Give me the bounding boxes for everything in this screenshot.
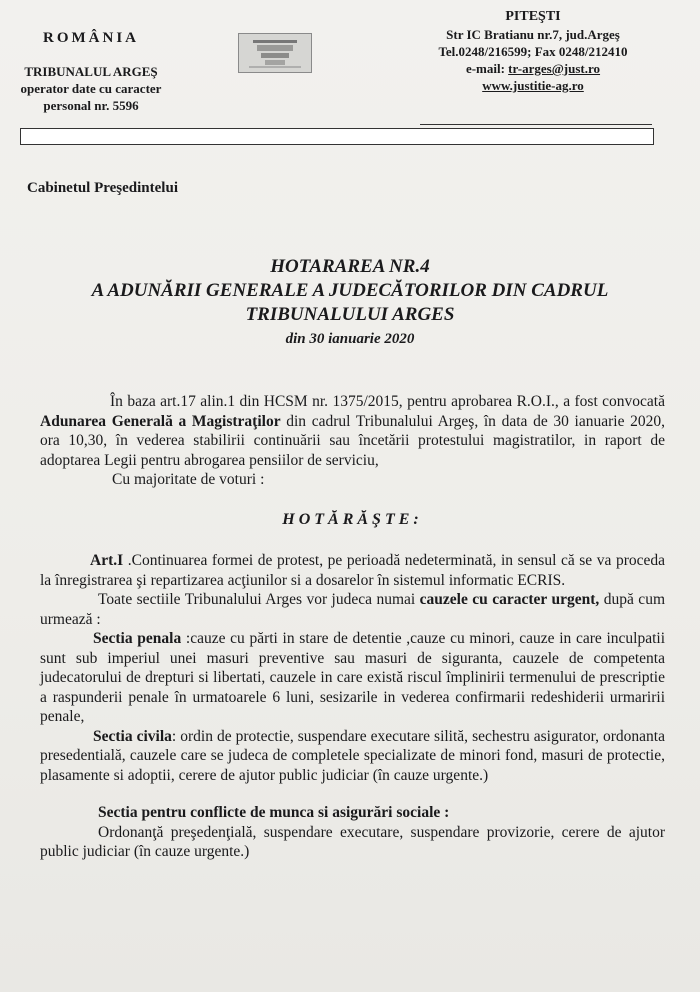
header-rule-top — [420, 124, 652, 125]
website-link[interactable]: www.justitie-ag.ro — [482, 78, 584, 93]
document-body — [40, 392, 665, 862]
title-date: din 30 ianuarie 2020 — [285, 331, 415, 347]
article-1 — [40, 551, 665, 590]
civil-text: : ordin de protectie, suspendare executare silită, sechestru asigurator, ordonanta presedentială, cauzele care se judeca de completele specializate de minori fond, masuri de protectie, plasamente si adoptii, cerere de ajutor public judiciar (în cauze urgente.) — [40, 727, 665, 784]
labor-text: Ordonanţă preşedenţială, suspendare executare, suspendare provizorie, cerere de ajutor public judiciar (în cauze urgente.) — [40, 823, 665, 860]
labor-heading — [40, 803, 665, 823]
urgent-text-2: după cum urmează : — [40, 591, 665, 628]
coat-of-arms-icon — [238, 33, 312, 73]
phone-fax: Tel.0248/216599; Fax 0248/212410 — [438, 44, 628, 59]
email-label: e-mail: — [465, 61, 509, 76]
cabinet-label: Cabinetul Preşedintelui — [27, 180, 178, 196]
document-title — [0, 255, 700, 351]
intro-bold: Adunarea Generală a Magistraţilor — [40, 412, 281, 430]
decision-heading: HOTĂRĂŞTE: — [282, 510, 423, 528]
urgent-bold: cauzele cu caracter urgent, — [419, 591, 600, 608]
address: Str IC Bratianu nr.7, jud.Argeş — [446, 27, 620, 42]
city-name: PITEŞTI — [505, 9, 561, 24]
email-line — [398, 60, 668, 77]
article-1-text: .Continuarea formei de protest, pe perioadă nedeterminată, in sensul că se va proceda la înregistrarea şi repartizarea acţiunilor si a dosarelor în sistemul informatic ECRIS. — [40, 552, 665, 589]
article-1-label: Art.I — [90, 552, 124, 569]
majority-line: Cu majoritate de voturi : — [112, 471, 265, 488]
title-line-3: TRIBUNALULUI ARGES — [245, 304, 455, 325]
civil-section — [40, 727, 665, 786]
labor-suffix: : — [440, 804, 450, 821]
penal-section — [40, 629, 665, 727]
operator-line-2: personal nr. 5596 — [43, 98, 139, 113]
country-name: ROMÂNIA — [43, 30, 139, 46]
civil-label: Sectia civila — [93, 727, 172, 745]
institution-name: TRIBUNALUL ARGEŞ — [24, 64, 158, 79]
intro-paragraph — [40, 392, 665, 470]
intro-text-2: din cadrul Tribunalului Argeş, în data de 30 ianuarie 2020, ora 10,30, în vederea stabilirii continuării sau încetării protestului magistratilor, in raport de adoptarea Legii pentru abrogarea pensiilor de serviciu, — [40, 412, 665, 469]
email-link[interactable]: tr-arges@just.ro — [508, 61, 601, 76]
urgent-text-1: Toate sectiile Tribunalului Arges vor judeca numai — [98, 591, 420, 608]
labor-label: Sectia pentru conflicte de munca si asigurări sociale — [98, 804, 441, 821]
urgent-paragraph — [40, 590, 665, 629]
header-rule-box — [20, 128, 654, 145]
penal-text: :cauze cu părti in stare de detentie ,cauze cu minori, cauze in care inculpatii sunt sub imperiul unei masuri preventive sau masuri de siguranta, cauzele de competenta judecatorului de drepturi si libertati, cauzele in care există riscul împlinirii termenului de prescriptie a raspunderii penale în urmatoarele 6 luni, sesizarile in vederea confirmarii redeshiderii urmaririi penale, — [40, 630, 665, 725]
operator-line-1: operator date cu caracter — [20, 81, 162, 96]
penal-label: Sectia penala — [93, 630, 182, 647]
header-right — [398, 8, 668, 94]
intro-text-1: În baza art.17 alin.1 din HCSM nr. 1375/2015, pentru aprobarea R.O.I., a fost convocată — [110, 393, 665, 410]
header-left — [6, 30, 176, 114]
title-line-1: HOTARAREA NR.4 — [270, 256, 430, 277]
title-line-2: A ADUNĂRII GENERALE A JUDECĂTORILOR DIN CADRUL — [91, 280, 609, 301]
